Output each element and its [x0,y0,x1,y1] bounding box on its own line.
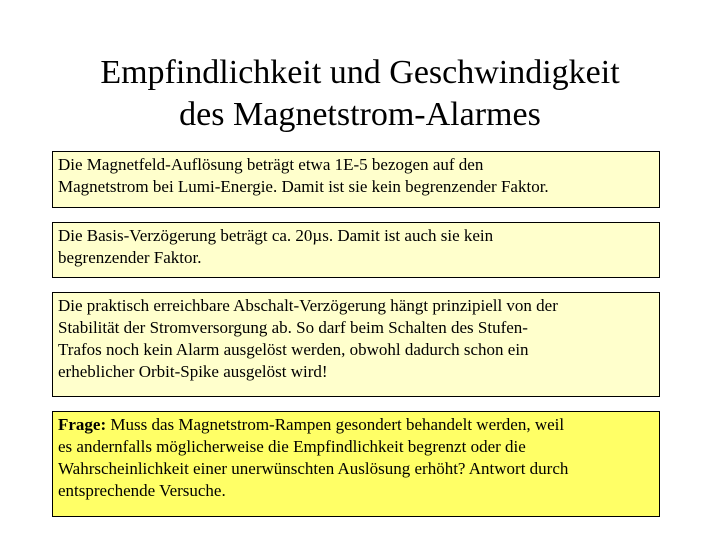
question-line-3: Wahrscheinlichkeit einer unerwünschten Auslösung erhöht? Antwort durch [58,459,569,478]
question-line-4: entsprechende Versuche. [58,481,226,500]
base-delay-line-2: begrenzender Faktor. [58,248,202,267]
resolution-line-1: Die Magnetfeld-Auflösung beträgt etwa 1E-5 bezogen auf den [58,155,484,174]
slide-title-line-1: Empfindlichkeit und Geschwindigkeit [100,54,620,91]
shutdown-delay-line-4: erheblicher Orbit-Spike ausgelöst wird! [58,362,328,381]
shutdown-delay-line-3: Trafos noch kein Alarm ausgelöst werden, obwohl dadurch schon ein [58,340,529,359]
slide-title-line-2: des Magnetstrom-Alarmes [179,96,541,133]
shutdown-delay-line-1: Die praktisch erreichbare Abschalt-Verzögerung hängt prinzipiell von der [58,296,558,315]
shutdown-delay-box [52,292,660,397]
question-line-1 [58,414,654,436]
question-label: Frage: [58,415,107,434]
base-delay-box [52,222,660,278]
slide-title [0,52,720,136]
shutdown-delay-line-2: Stabilität der Stromversorgung ab. So darf beim Schalten des Stufen- [58,318,528,337]
base-delay-line-1: Die Basis-Verzögerung beträgt ca. 20µs. Damit ist auch sie kein [58,226,494,245]
question-line-1-text: Muss das Magnetstrom-Rampen gesondert behandelt werden, weil [106,415,565,434]
question-line-2: es andernfalls möglicherweise die Empfindlichkeit begrenzt oder die [58,437,526,456]
question-box [52,411,660,517]
resolution-line-2: Magnetstrom bei Lumi-Energie. Damit ist sie kein begrenzender Faktor. [58,177,549,196]
resolution-box [52,151,660,208]
